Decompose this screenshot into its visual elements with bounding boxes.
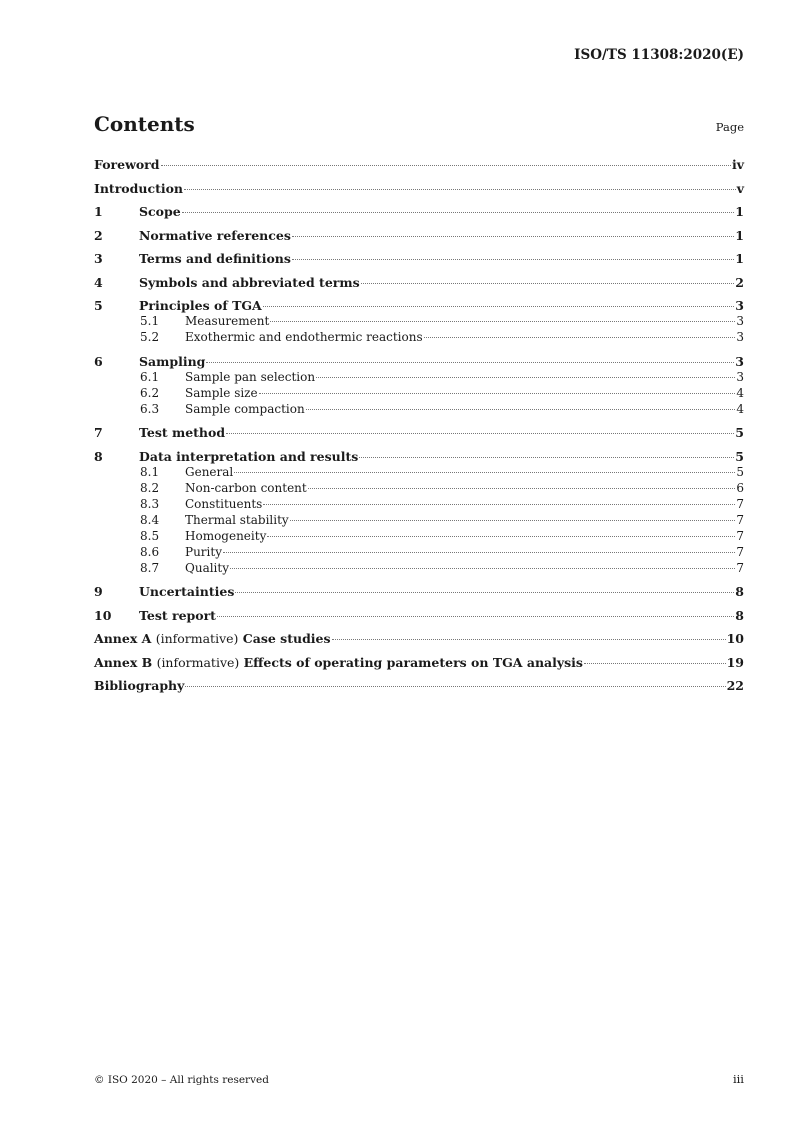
toc-entry-number: 6 bbox=[94, 353, 103, 369]
toc-entry-title: Purity bbox=[185, 544, 222, 559]
dot-leader bbox=[308, 488, 736, 489]
toc-entry-number: 8.4 bbox=[140, 512, 160, 527]
toc-entry[interactable] bbox=[94, 251, 744, 266]
toc-subentry[interactable] bbox=[94, 512, 744, 528]
dot-leader bbox=[161, 165, 731, 166]
toc-entry-number: 1 bbox=[94, 204, 103, 219]
toc-entry-title: Bibliography bbox=[94, 678, 185, 693]
toc-entry[interactable] bbox=[94, 655, 744, 670]
dot-leader bbox=[259, 393, 736, 394]
toc-page-number: 8 bbox=[735, 607, 744, 623]
toc-entry-number: 6.3 bbox=[140, 401, 160, 416]
toc-entry[interactable] bbox=[94, 157, 744, 172]
toc-subentry[interactable] bbox=[94, 313, 744, 329]
toc-subentry[interactable] bbox=[94, 480, 744, 496]
dot-leader bbox=[361, 283, 735, 284]
toc-entry-number: 4 bbox=[94, 274, 103, 290]
dot-leader bbox=[185, 686, 725, 687]
toc-entry-title: Principles of TGA bbox=[139, 298, 262, 313]
toc-entry-title: General bbox=[185, 464, 234, 479]
dot-leader bbox=[316, 377, 735, 378]
dot-leader bbox=[584, 663, 726, 664]
page-number: iii bbox=[732, 1072, 744, 1086]
toc-entry[interactable] bbox=[94, 298, 744, 313]
toc-subentry[interactable] bbox=[94, 329, 744, 345]
dot-leader bbox=[206, 362, 734, 363]
toc-page-number: 2 bbox=[735, 274, 744, 290]
dot-leader bbox=[182, 212, 735, 213]
toc-entry-number: 2 bbox=[94, 227, 103, 243]
toc-entry-title: Normative references bbox=[139, 227, 291, 243]
toc-subentry[interactable] bbox=[94, 560, 744, 576]
toc-entry-number: 5.2 bbox=[140, 330, 160, 344]
toc-entry-title: Exothermic and endothermic reactions bbox=[185, 330, 423, 344]
toc-entry-title: Homogeneity bbox=[185, 528, 267, 543]
toc-entry-number: 5.1 bbox=[140, 314, 160, 328]
toc-entry[interactable] bbox=[94, 275, 744, 290]
toc-entry-title: Symbols and abbreviated terms bbox=[139, 274, 360, 290]
toc-entry-title: Sampling bbox=[139, 353, 206, 369]
toc-entry-title bbox=[94, 631, 331, 646]
toc-entry[interactable] bbox=[94, 181, 744, 196]
toc-title: Contents bbox=[94, 112, 195, 136]
toc-page-number: 5 bbox=[736, 464, 744, 479]
toc-subentry[interactable] bbox=[94, 544, 744, 560]
toc-page-number: 4 bbox=[736, 385, 744, 400]
toc-entry-title: Terms and definitions bbox=[139, 251, 291, 266]
toc-entry[interactable] bbox=[94, 449, 744, 464]
toc-page-number: 1 bbox=[735, 251, 744, 266]
toc-subentry[interactable] bbox=[94, 528, 744, 544]
toc-page-number: 22 bbox=[726, 678, 744, 693]
toc-entry-number: 8.2 bbox=[140, 480, 160, 495]
toc-page-number: 3 bbox=[736, 330, 744, 344]
toc-subentry[interactable] bbox=[94, 496, 744, 512]
toc-entry[interactable] bbox=[94, 584, 744, 599]
toc-entry-title: Measurement bbox=[185, 314, 270, 328]
toc-entry-title: Constituents bbox=[185, 496, 263, 511]
toc-entry-number: 8.3 bbox=[140, 496, 160, 511]
toc-page-number: 3 bbox=[736, 369, 744, 384]
toc-page-number: 3 bbox=[736, 314, 744, 328]
toc-entry-title: Scope bbox=[139, 204, 181, 219]
toc-entry-title: Test report bbox=[139, 607, 216, 623]
page-column-label: Page bbox=[715, 120, 744, 134]
toc-page-number: 7 bbox=[736, 528, 744, 543]
toc-page-number: 7 bbox=[736, 560, 744, 575]
dot-leader bbox=[226, 433, 734, 434]
toc-entry-number: 8.7 bbox=[140, 560, 160, 575]
toc-entry-title bbox=[94, 655, 583, 670]
toc-page-number: 19 bbox=[726, 654, 744, 670]
toc-page-number: 1 bbox=[735, 204, 744, 219]
dot-leader bbox=[332, 639, 726, 640]
toc-subentry[interactable] bbox=[94, 369, 744, 385]
toc-page-number: 7 bbox=[736, 496, 744, 511]
dot-leader bbox=[217, 616, 734, 617]
toc-entry-number: 10 bbox=[94, 607, 112, 623]
toc-page-number: 6 bbox=[736, 480, 744, 495]
page-footer bbox=[94, 1072, 744, 1086]
dot-leader bbox=[267, 536, 735, 537]
toc-entry-number: 9 bbox=[94, 584, 103, 599]
toc-entry[interactable] bbox=[94, 204, 744, 219]
toc-page-number: 1 bbox=[735, 227, 744, 243]
toc-entry-number: 5 bbox=[94, 298, 103, 313]
toc-page-number: 3 bbox=[735, 353, 744, 369]
annex-label: Annex A bbox=[94, 631, 152, 646]
toc-entry-title: Sample compaction bbox=[185, 401, 305, 416]
toc-page-number: 7 bbox=[736, 544, 744, 559]
toc-entry[interactable] bbox=[94, 228, 744, 243]
toc-page-number: 5 bbox=[735, 425, 744, 440]
toc-entry[interactable] bbox=[94, 678, 744, 693]
toc-entry-number: 8.6 bbox=[140, 544, 160, 559]
toc-entry-number: 8.1 bbox=[140, 464, 160, 479]
dot-leader bbox=[235, 592, 734, 593]
toc-entry-number: 3 bbox=[94, 251, 103, 266]
toc-page-number: 10 bbox=[726, 631, 744, 646]
dot-leader bbox=[230, 568, 735, 569]
toc-page-number: 5 bbox=[735, 448, 744, 464]
toc-subentry[interactable] bbox=[94, 464, 744, 480]
toc-entry-title: Non-carbon content bbox=[185, 480, 307, 495]
toc-page-number: 3 bbox=[735, 298, 744, 313]
toc-entry[interactable] bbox=[94, 631, 744, 646]
toc-entry[interactable] bbox=[94, 425, 744, 440]
toc-entry-number: 8 bbox=[94, 448, 103, 464]
annex-informative-tag: (informative) bbox=[156, 654, 240, 670]
dot-leader bbox=[223, 552, 735, 553]
dot-leader bbox=[234, 472, 735, 473]
annex-informative-tag: (informative) bbox=[155, 631, 239, 646]
dot-leader bbox=[359, 457, 734, 458]
toc-entry-title: Test method bbox=[139, 425, 226, 440]
dot-leader bbox=[263, 504, 735, 505]
toc-entry-title: Quality bbox=[185, 560, 229, 575]
toc-entry-title: Data interpretation and results bbox=[139, 448, 359, 464]
toc-entry-number: 6.1 bbox=[140, 369, 160, 384]
toc-entry[interactable] bbox=[94, 608, 744, 623]
copyright-notice: © ISO 2020 – All rights reserved bbox=[94, 1074, 269, 1086]
toc-page-number: 4 bbox=[736, 401, 744, 416]
dot-leader bbox=[292, 236, 734, 237]
toc-entry-number: 8.5 bbox=[140, 528, 160, 543]
toc-entry-title: Thermal stability bbox=[185, 512, 289, 527]
toc-entry-title: Introduction bbox=[94, 180, 184, 196]
toc-page-number: 8 bbox=[735, 584, 744, 599]
toc-subentry[interactable] bbox=[94, 385, 744, 401]
toc-list bbox=[94, 157, 744, 693]
dot-leader bbox=[424, 337, 736, 338]
dot-leader bbox=[270, 321, 735, 322]
toc-entry-number: 7 bbox=[94, 425, 103, 440]
toc-entry-title: Sample pan selection bbox=[185, 369, 316, 384]
toc-page-number: v bbox=[736, 180, 744, 196]
toc-entry-number: 6.2 bbox=[140, 385, 160, 400]
annex-title: Case studies bbox=[242, 631, 331, 646]
annex-title: Effects of operating parameters on TGA analysis bbox=[243, 654, 583, 670]
annex-label: Annex B bbox=[94, 654, 153, 670]
toc-entry[interactable] bbox=[94, 354, 744, 369]
toc-page-number: iv bbox=[731, 157, 744, 172]
toc-page-number: 7 bbox=[736, 512, 744, 527]
dot-leader bbox=[290, 520, 736, 521]
dot-leader bbox=[292, 259, 734, 260]
document-id: ISO/TS 11308:2020(E) bbox=[574, 47, 744, 63]
toc-entry-title: Sample size bbox=[185, 385, 258, 400]
toc-entry-title: Uncertainties bbox=[139, 584, 235, 599]
toc-entry-title: Foreword bbox=[94, 157, 160, 172]
toc-subentry[interactable] bbox=[94, 401, 744, 417]
dot-leader bbox=[184, 189, 736, 190]
dot-leader bbox=[306, 409, 736, 410]
dot-leader bbox=[263, 306, 735, 307]
toc-header bbox=[94, 112, 744, 136]
